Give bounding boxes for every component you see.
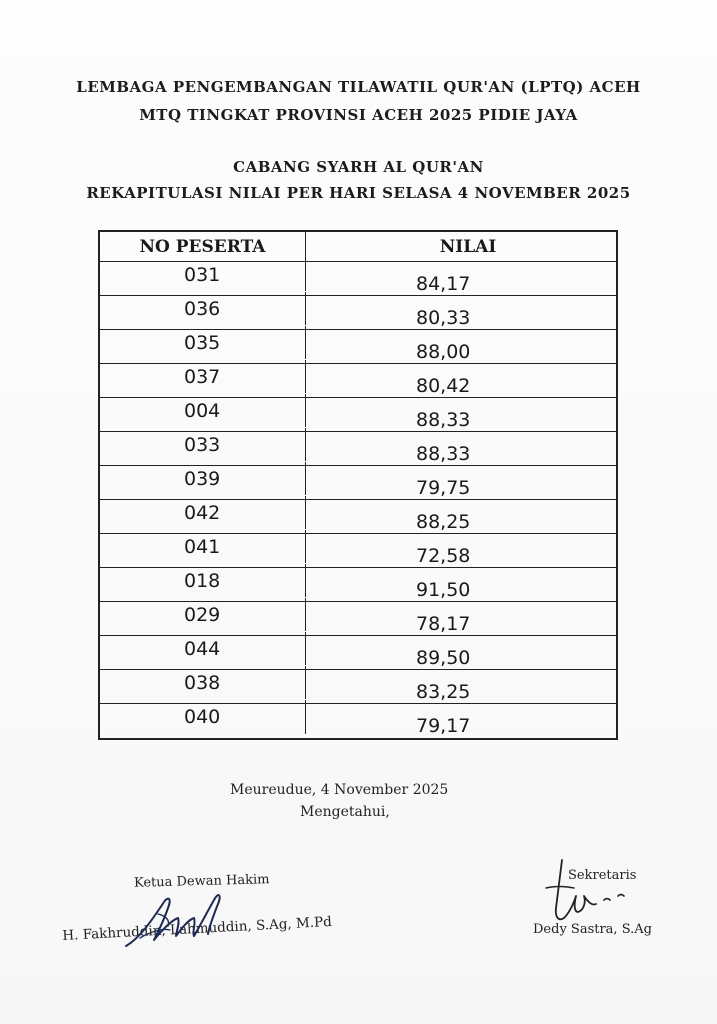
score-cell: 79,75 (416, 477, 471, 499)
participant-number-cell: 029 (100, 598, 306, 631)
left-signatory-name: H. Fakhruddin, Lahmuddin, S.Ag, M.Pd (62, 913, 333, 944)
participant-number-cell: 040 (100, 700, 306, 734)
acknowledged-label: Mengetahui, (300, 804, 390, 820)
participant-number-cell: 042 (100, 496, 306, 529)
event-title: MTQ TINGKAT PROVINSI ACEH 2025 PIDIE JAYA (139, 106, 578, 124)
table-row (100, 398, 616, 432)
table-row (100, 602, 616, 636)
branch-title: CABANG SYARH AL QUR'AN (233, 158, 484, 176)
score-cell: 88,25 (416, 511, 471, 533)
table-row (100, 636, 616, 670)
score-cell: 84,17 (416, 273, 471, 295)
score-cell: 80,33 (416, 307, 471, 329)
place-date: Meureudue, 4 November 2025 (230, 782, 449, 798)
participant-number-cell: 038 (100, 666, 306, 699)
participant-number-cell: 004 (100, 394, 306, 427)
score-cell: 88,33 (416, 409, 471, 431)
participant-number-cell: 031 (100, 258, 306, 291)
participant-number-cell: 033 (100, 428, 306, 461)
right-signatory-title: Sekretaris (568, 868, 637, 883)
score-cell: 88,33 (416, 443, 471, 465)
table-row (100, 704, 616, 738)
right-signatory-name: Dedy Sastra, S.Ag (533, 922, 652, 937)
score-cell: 83,25 (416, 681, 471, 703)
participant-number-cell: 039 (100, 462, 306, 495)
score-cell: 72,58 (416, 545, 471, 567)
table-row (100, 364, 616, 398)
participant-number-cell: 018 (100, 564, 306, 597)
participant-number-cell: 036 (100, 292, 306, 325)
table-row (100, 568, 616, 602)
participant-number-cell: 041 (100, 530, 306, 563)
score-cell: 78,17 (416, 613, 471, 635)
score-cell: 80,42 (416, 375, 471, 397)
participant-number-cell: 037 (100, 360, 306, 393)
score-cell: 89,50 (416, 647, 471, 669)
table-row (100, 262, 616, 296)
table-row (100, 432, 616, 466)
participant-number-cell: 044 (100, 632, 306, 665)
participant-number-cell: 035 (100, 326, 306, 359)
table-row (100, 296, 616, 330)
score-table (98, 230, 618, 740)
score-cell: 88,00 (416, 341, 471, 363)
column-header-nilai: NILAI (439, 237, 497, 257)
table-row (100, 500, 616, 534)
left-signatory-title: Ketua Dewan Hakim (133, 872, 270, 891)
recap-title: REKAPITULASI NILAI PER HARI SELASA 4 NOVEMBER 2025 (86, 184, 631, 202)
institution-title: LEMBAGA PENGEMBANGAN TILAWATIL QUR'AN (LPTQ) ACEH (76, 78, 641, 96)
score-cell: 79,17 (416, 715, 471, 737)
table-row (100, 466, 616, 500)
table-row (100, 670, 616, 704)
column-header-no-peserta: NO PESERTA (100, 232, 306, 261)
table-row (100, 330, 616, 364)
score-cell: 91,50 (416, 579, 471, 601)
table-row (100, 534, 616, 568)
